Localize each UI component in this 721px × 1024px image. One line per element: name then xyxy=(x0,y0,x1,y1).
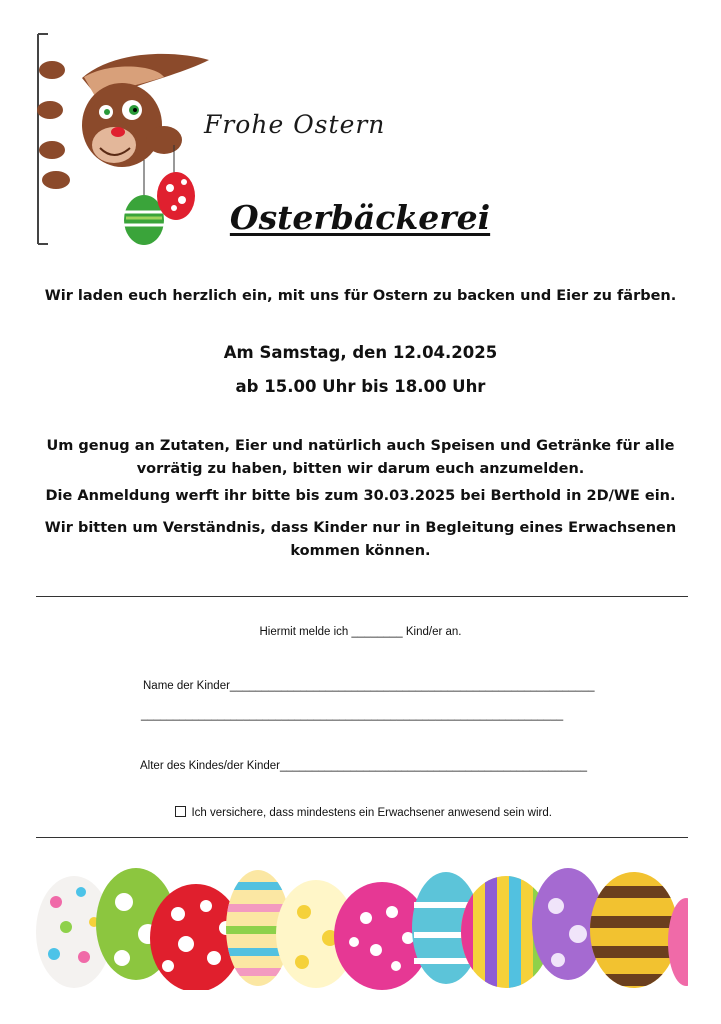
greeting-text: Frohe Ostern xyxy=(204,110,386,139)
bunny-illustration xyxy=(34,30,214,250)
children-age-field[interactable]: Alter des Kindes/der Kinder________________________________________________ xyxy=(140,760,587,772)
adult-confirmation-checkbox[interactable] xyxy=(175,806,186,817)
cut-line-bottom xyxy=(36,837,688,838)
ingredients-paragraph: Um genug an Zutaten, Eier und natürlich auch Speisen und Getränke für alle vorrätig zu haben, bitten wir darum euch anzumelden. xyxy=(46,438,675,477)
adult-supervision-note: Wir bitten um Verständnis, dass Kinder nur in Begleitung eines Erwachsenen kommen können. xyxy=(44,520,677,559)
event-time: ab 15.00 Uhr bis 18.00 Uhr xyxy=(235,377,486,396)
registration-count-line[interactable]: Hiermit melde ich ________ Kind/er an. xyxy=(259,626,462,638)
cut-line-top xyxy=(36,596,688,597)
page-title: Osterbäckerei xyxy=(229,198,491,237)
easter-eggs-banner xyxy=(36,862,688,990)
children-name-field[interactable]: Name der Kinder_________________________________________________________ xyxy=(143,680,595,692)
adult-confirmation-label: Ich versichere, dass mindestens ein Erwachsener anwesend sein wird. xyxy=(191,807,552,819)
adult-confirmation xyxy=(0,794,721,819)
registration-deadline: Die Anmeldung werft ihr bitte bis zum 30.03.2025 bei Berthold in 2D/WE ein. xyxy=(45,488,676,504)
children-name-field-continued[interactable]: __________________________________________________________________ xyxy=(141,709,564,721)
invite-text: Wir laden euch herzlich ein, mit uns für Ostern zu backen und Eier zu färben. xyxy=(44,288,677,304)
event-date: Am Samstag, den 12.04.2025 xyxy=(223,343,498,362)
